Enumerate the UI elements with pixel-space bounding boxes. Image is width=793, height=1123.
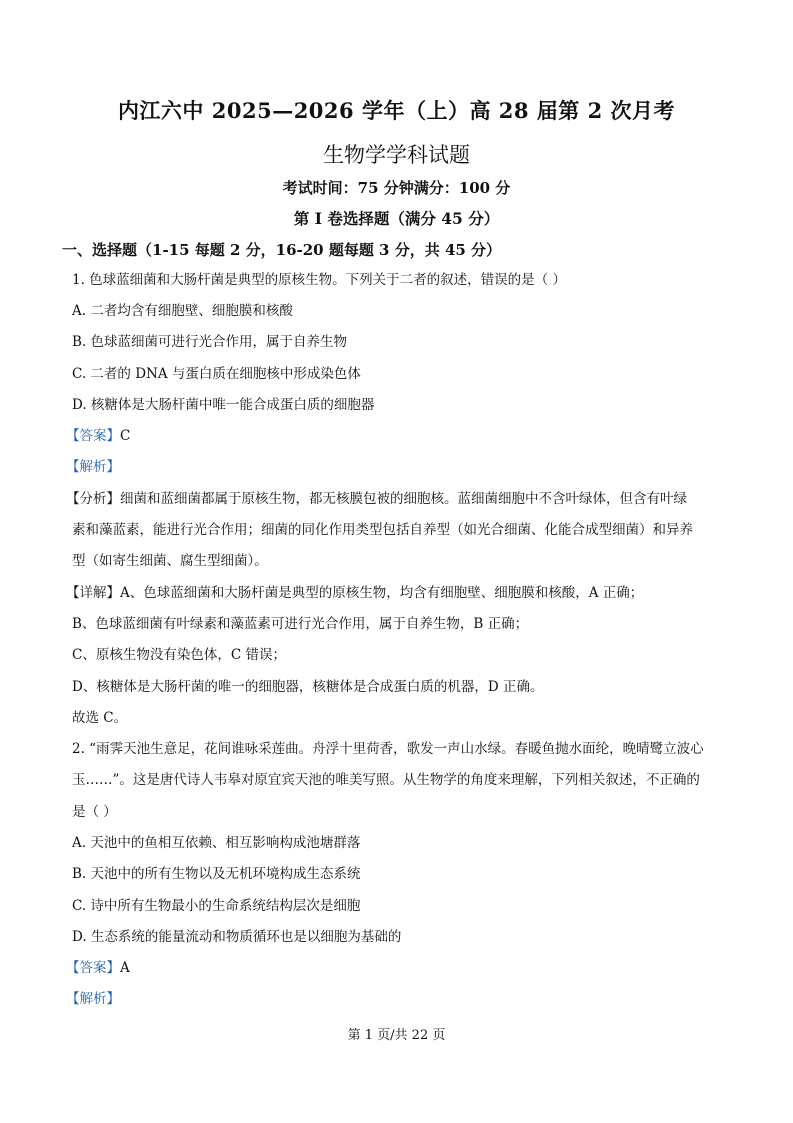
q1-fenxi-tag: 【分析】 [66,491,120,507]
q1-xiangjie-tag: 【详解】 [66,585,120,601]
exam-title: 内江六中 2025—2026 学年（上）高 28 届第 2 次月考 [117,98,676,123]
q1-answer-value: C [120,428,131,444]
q1-option-b: B. 色球蓝细菌可进行光合作用，属于自养生物 [72,334,348,350]
q1-stem: 1. 色球蓝细菌和大肠杆菌是典型的原核生物。下列关于二者的叙述，错误的是（ ） [72,272,566,288]
q2-stem-line-1: 2. “雨霁天池生意足，花间谁咏采莲曲。舟浮十里荷香，歌发一声山水绿。春暖鱼抛水面纶，晚晴鹭立波心 [72,741,704,757]
q1-fenxi-line-3: 型（如寄生细菌、腐生型细菌）。 [72,553,268,569]
q1-analysis-tag: 【解析】 [66,459,120,475]
q1-fenxi-text-1: 细菌和蓝细菌都属于原核生物，都无核膜包被的细胞核。蓝细菌细胞中不含叶绿体，但含有叶绿 [120,491,687,507]
q1-xiangjie-line-d: D、核糖体是大肠杆菌的唯一的细胞器，核糖体是合成蛋白质的机器，D 正确。 [72,679,544,695]
q2-option-c: C. 诗中所有生物最小的生命系统结构层次是细胞 [72,898,361,914]
q2-answer [66,958,726,978]
page-number: 第 1 页/共 22 页 [347,1028,446,1043]
q1-option-d: D. 核糖体是大肠杆菌中唯一能合成蛋白质的细胞器 [72,397,375,413]
exam-info: 考试时间：75 分钟满分：100 分 [282,179,511,197]
q1-xiangjie-line-c: C、原核生物没有染色体，C 错误； [72,647,286,663]
q1-fenxi-line-1 [66,489,726,509]
subject-title: 生物学学科试题 [323,143,470,167]
q2-analysis-tag: 【解析】 [66,991,120,1007]
q1-xiangjie-line-a [66,583,726,603]
q2-stem-line-3: 是（ ） [72,804,117,820]
q1-answer-tag: 【答案】 [66,428,120,444]
q1-xiangjie-line-b: B、色球蓝细菌有叶绿素和藻蓝素可进行光合作用，属于自养生物，B 正确； [72,616,529,632]
q2-answer-value: A [120,960,130,976]
q1-conclusion: 故选 C。 [72,710,128,726]
q2-answer-tag: 【答案】 [66,960,120,976]
q1-answer [66,426,726,446]
q2-option-b: B. 天池中的所有生物以及无机环境构成生态系统 [72,866,361,882]
volume-title: 第 I 卷选择题（满分 45 分） [293,209,500,228]
q1-xiangjie-text-a: A、色球蓝细菌和大肠杆菌是典型的原核生物，均含有细胞壁、细胞膜和核酸，A 正确； [120,585,644,601]
q1-option-a: A. 二者均含有细胞壁、细胞膜和核酸 [72,303,293,319]
q2-option-a: A. 天池中的鱼相互依赖、相互影响构成池塘群落 [72,835,361,851]
q2-stem-line-2: 玉……”。这是唐代诗人韦皋对原宜宾天池的唯美写照。从生物学的角度来理解，下列相关叙述，不正确的 [72,772,700,788]
q2-option-d: D. 生态系统的能量流动和物质循环也是以细胞为基础的 [72,929,402,945]
q1-option-c: C. 二者的 DNA 与蛋白质在细胞核中形成染色体 [72,366,361,382]
q1-fenxi-line-2: 素和藻蓝素，能进行光合作用；细菌的同化作用类型包括自养型（如光合细菌、化能合成型细菌）和异养 [72,522,693,538]
section-heading: 一、选择题（1-15 每题 2 分，16-20 题每题 3 分，共 45 分） [62,241,502,259]
